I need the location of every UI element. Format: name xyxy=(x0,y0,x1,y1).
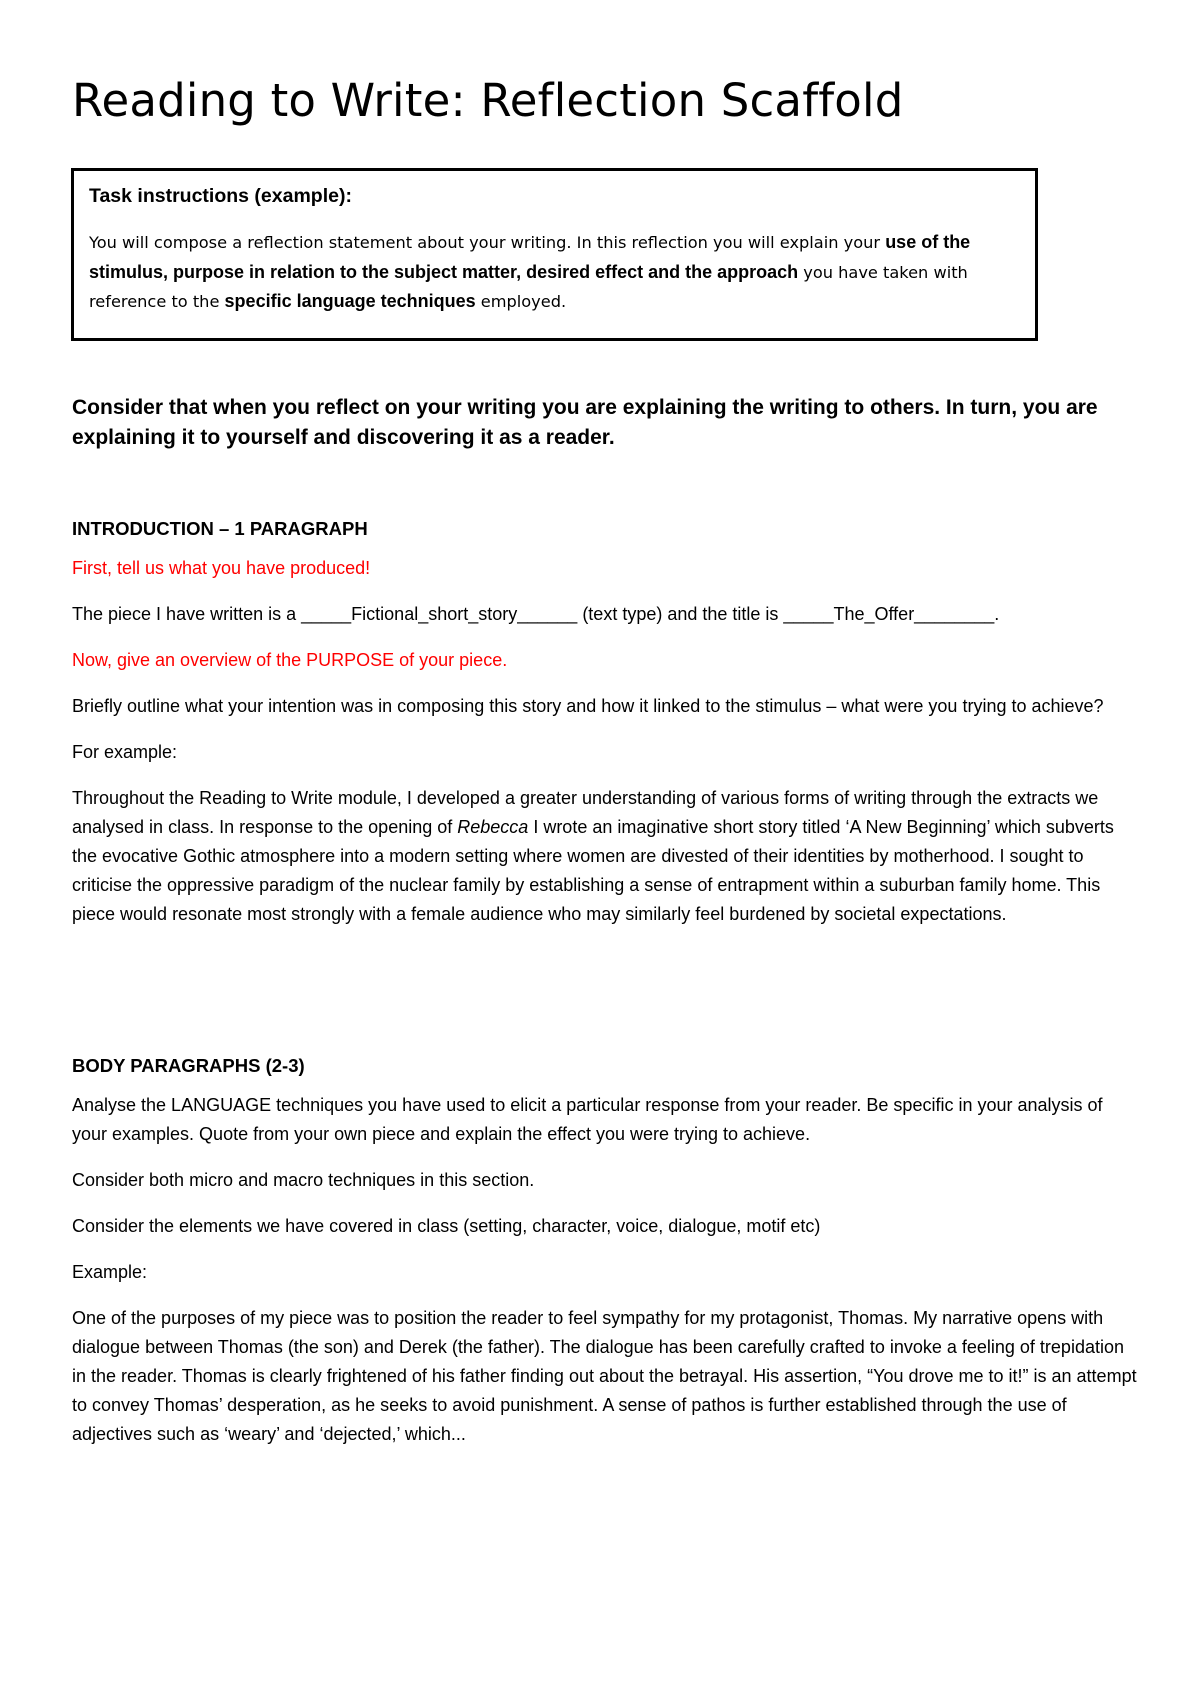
title-blank: _____The_Offer________ xyxy=(783,604,995,624)
intro-prompt-produced: First, tell us what you have produced! xyxy=(72,558,371,578)
intro-sentence-c: . xyxy=(994,604,1000,624)
body-section xyxy=(72,1055,1142,1449)
task-instructions-box xyxy=(71,168,1038,341)
body-heading: BODY PARAGRAPHS (2-3) xyxy=(72,1055,305,1076)
introduction-section xyxy=(72,518,1142,929)
body-analyse: Analyse the LANGUAGE techniques you have used to elicit a particular response from your reader. Be specific in your analysis of your examples. Quote from your own piece and explain the effect you were trying to achieve. xyxy=(72,1095,1103,1144)
task-text-3: employed. xyxy=(475,292,567,311)
body-micro-macro: Consider both micro and macro techniques in this section. xyxy=(72,1170,535,1190)
task-bold-2: specific language techniques xyxy=(224,291,476,311)
intro-example-b: I wrote an imaginative short story titled ‘A New Beginning’ which subverts the evocative Gothic atmosphere into a modern setting where women are divested of their identities by motherhood. I sought to criticise the oppressive paradigm of the nuclear family by establishing a sense of entrapment within a suburban family home. This piece would resonate most strongly with a female audience who may similarly feel burdened by societal expectations. xyxy=(72,817,1114,924)
intro-example-paragraph xyxy=(72,784,1142,929)
consider-statement: Consider that when you reflect on your writing you are explaining the writing to others. In turn, you are explaining it to yourself and discovering it as a reader. xyxy=(72,396,1098,449)
intro-sentence-b: (text type) and the title is xyxy=(577,604,784,624)
intro-outline: Briefly outline what your intention was in composing this story and how it linked to the stimulus – what were you trying to achieve? xyxy=(72,696,1104,716)
introduction-heading: INTRODUCTION – 1 PARAGRAPH xyxy=(72,518,368,539)
task-text-1: You will compose a reflection statement about your writing. In this reflection you will explain your xyxy=(89,233,886,252)
page-title: Reading to Write: Reflection Scaffold xyxy=(72,74,904,127)
intro-fill-sentence xyxy=(72,600,1142,629)
intro-for-example: For example: xyxy=(72,742,178,762)
task-bold-1: use of the stimulus, purpose in relation to the subject matter, desired effect and the approach xyxy=(89,232,971,282)
body-example-paragraph: One of the purposes of my piece was to position the reader to feel sympathy for my protagonist, Thomas. My narrative opens with dialogue between Thomas (the son) and Derek (the father). The dialogue has been carefully crafted to invoke a feeling of trepidation in the reader. Thomas is clearly frightened of his father finding out about the betrayal. His assertion, “You drove me to it!” is an attempt to convey Thomas’ desperation, as he seeks to avoid punishment. A sense of pathos is further established through the use of adjectives such as ‘weary’ and ‘dejected,’ which... xyxy=(72,1308,1137,1444)
body-elements: Consider the elements we have covered in class (setting, character, voice, dialogue, motif etc) xyxy=(72,1216,821,1236)
task-heading: Task instructions (example): xyxy=(89,185,352,207)
intro-sentence-a: The piece I have written is a xyxy=(72,604,302,624)
task-text-2: you have taken with reference to the xyxy=(89,262,968,311)
intro-example-italic: Rebecca xyxy=(457,817,529,837)
body-example-label: Example: xyxy=(72,1262,148,1282)
text-type-blank: _____Fictional_short_story______ xyxy=(301,604,578,624)
intro-example-a: Throughout the Reading to Write module, I developed a greater understanding of various forms of writing through the extracts we analysed in class. In response to the opening of xyxy=(72,788,1099,837)
task-body xyxy=(89,228,1015,317)
intro-prompt-purpose: Now, give an overview of the PURPOSE of your piece. xyxy=(72,650,508,670)
